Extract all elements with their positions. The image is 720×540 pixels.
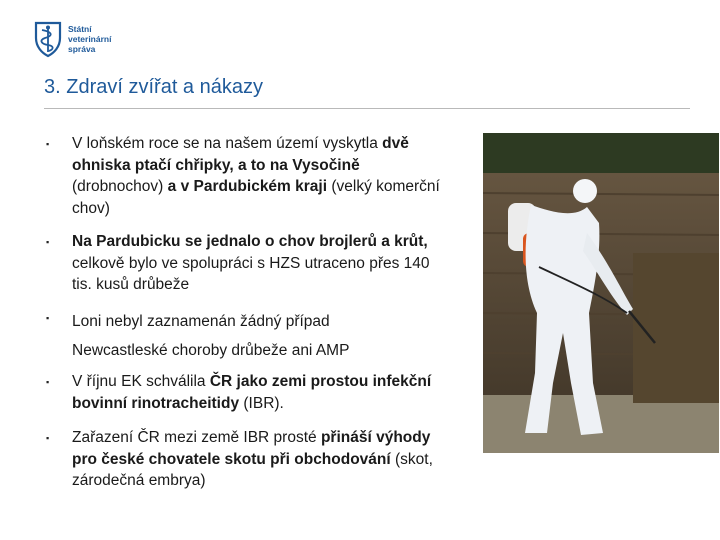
bullet-text (72, 133, 440, 219)
bullet-text-segment: V říjnu EK schválila (72, 373, 210, 390)
page-title: 3. Zdraví zvířat a nákazy (44, 76, 263, 98)
logo (33, 20, 111, 58)
bullet-item (40, 133, 440, 219)
bullet-item (40, 307, 440, 365)
title-divider (44, 108, 690, 109)
bullet-item (40, 231, 440, 296)
bullet-marker: ▪ (46, 433, 50, 443)
bullet-item (40, 427, 440, 492)
bullet-text-segment: (IBR). (239, 394, 284, 412)
bullet-text-segment: V loňském roce se na našem území vyskytla (72, 135, 383, 152)
photo-disinfection-worker (483, 133, 719, 453)
bullet-text-segment: (skot, zárodečná embrya) (72, 450, 433, 489)
bullet-text-bold: ČR jako zemi prostou infekční bovinní rinotracheitidy (72, 373, 432, 412)
logo-line-1: Státní (68, 24, 92, 34)
bullet-marker: ▪ (46, 139, 50, 149)
bullet-text-bold: dvě ohniska ptačí chřipky, a to na Vysočině (72, 135, 409, 174)
bullet-text-segment: (velký komerční chov) (72, 178, 440, 217)
bullet-text (72, 427, 440, 492)
logo-line-3: správa (68, 44, 96, 54)
bullet-text (72, 371, 440, 414)
logo-line-2: veterinární (68, 34, 112, 44)
bullet-marker: ▪ (46, 237, 50, 247)
bullet-text-bold: a v Pardubickém kraji (167, 178, 328, 195)
bullet-text-segment: celkově bylo ve spolupráci s HZS utraceno přes 140 tis. kusů drůbeže (72, 254, 430, 293)
bullet-text-bold: Na Pardubicku se jednalo o chov brojlerů a krůt, (72, 233, 428, 250)
bullet-text-segment: Loni nebyl zaznamenán žádný případ Newcastleské choroby drůbeže ani AMP (72, 313, 350, 359)
bullet-text-segment: Zařazení ČR mezi země IBR prosté (72, 429, 321, 446)
bullet-marker: ▪ (46, 313, 50, 323)
bullet-text-segment: (drobnochov) (72, 178, 168, 195)
bullet-text-bold: přináší výhody pro české chovatele skotu při obchodování (72, 429, 431, 468)
bullet-marker: ▪ (46, 377, 50, 387)
bullet-text (72, 307, 412, 365)
bullet-item (40, 371, 440, 414)
logo-text (68, 24, 111, 54)
bullet-text (72, 231, 440, 296)
caduceus-shield-icon (33, 20, 63, 58)
